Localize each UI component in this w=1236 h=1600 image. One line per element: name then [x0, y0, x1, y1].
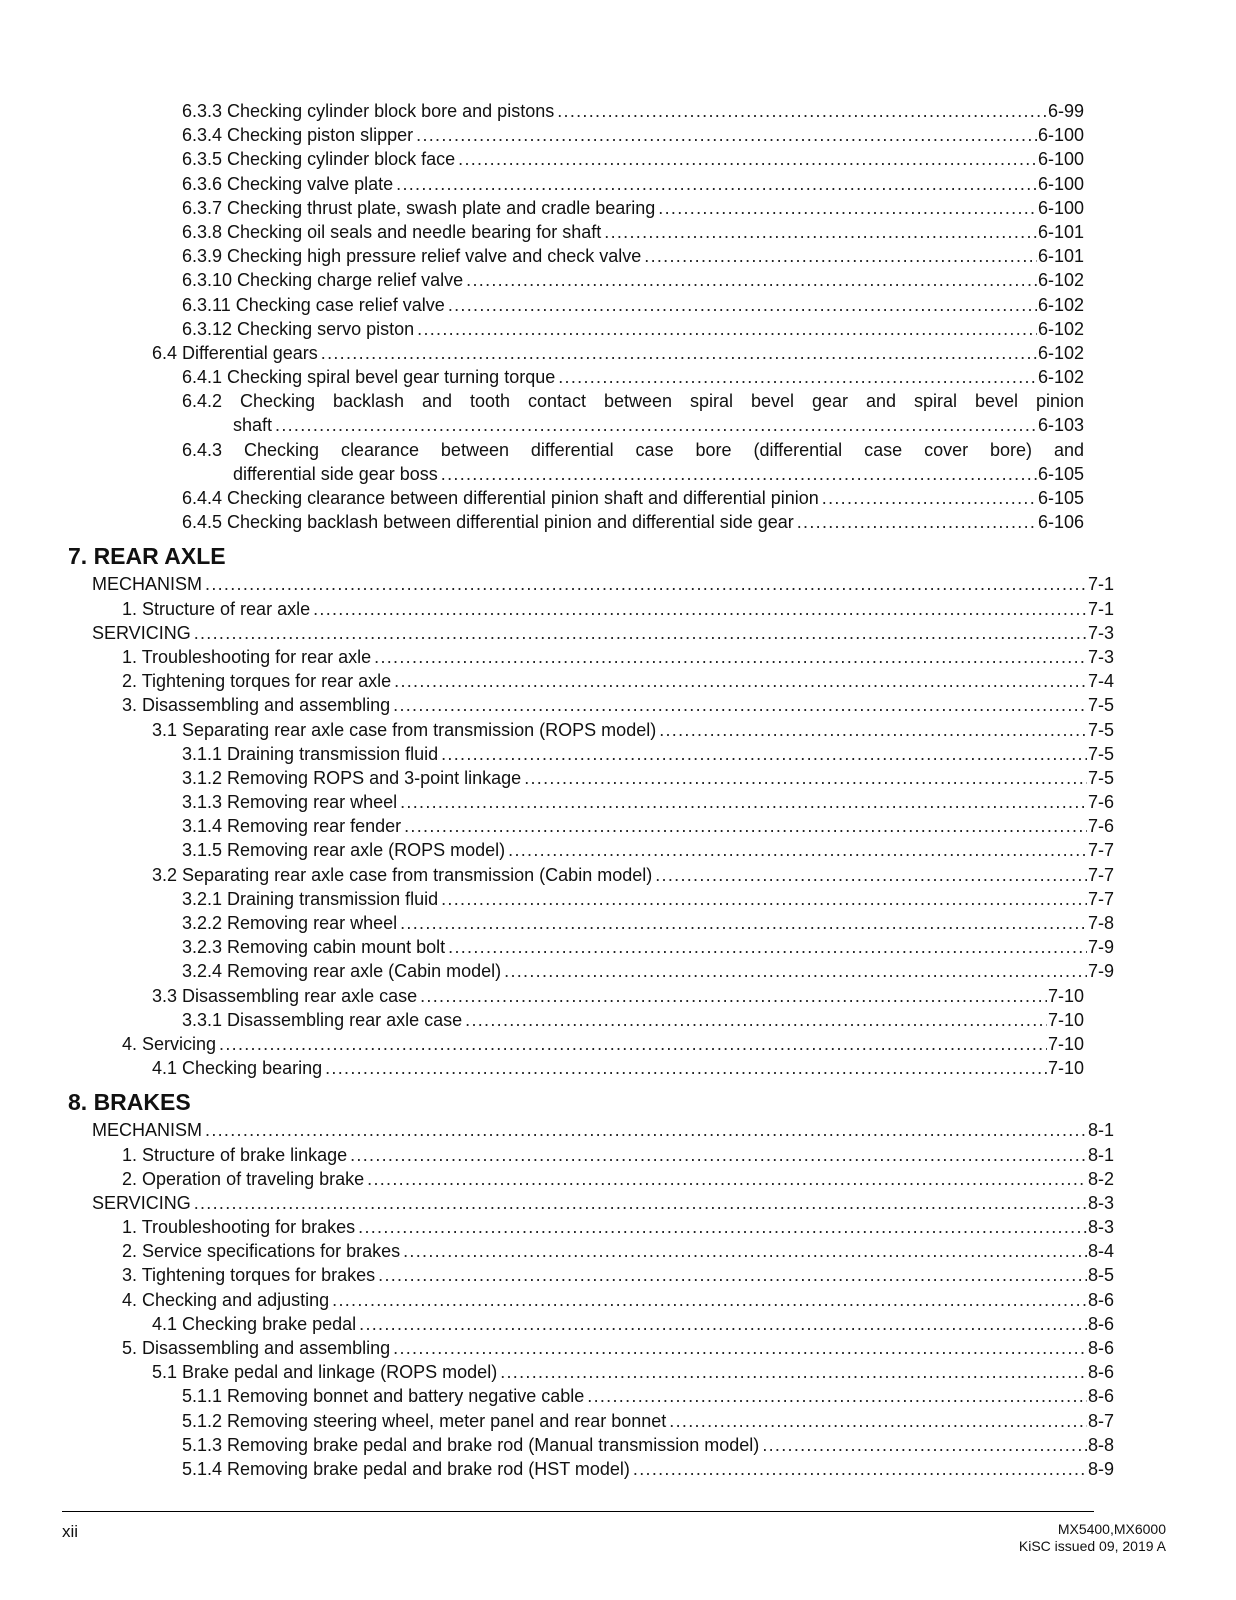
- toc-entry-page: 8-7: [1087, 1410, 1114, 1431]
- toc-entry-continuation: [0, 462, 1236, 486]
- toc-entry: [0, 718, 1236, 742]
- toc-leader-dots: [466, 268, 1037, 292]
- toc-entry: [0, 1288, 1236, 1312]
- toc-leader-dots: [417, 317, 1037, 341]
- toc-entry: [0, 196, 1236, 220]
- toc-entry: [0, 1360, 1236, 1384]
- toc-entry-title: 6.3.10 Checking charge relief valve: [182, 268, 466, 292]
- toc-entry-line: [182, 486, 1084, 510]
- toc-entry-line: [182, 172, 1084, 196]
- toc-entry: [0, 572, 1236, 596]
- toc-entry-page: 8-6: [1087, 1362, 1114, 1383]
- toc-entry-title: 6.4.1 Checking spiral bevel gear turning torque: [182, 365, 558, 389]
- toc-entry-title: 3.2.2 Removing rear wheel: [182, 911, 400, 935]
- toc-entry: [0, 1433, 1236, 1457]
- toc-entry-line: [182, 742, 1114, 766]
- toc-leader-dots: [194, 1191, 1087, 1215]
- toc-entry-line: [122, 693, 1114, 717]
- toc-entry-line: [182, 935, 1114, 959]
- toc-entry-page: 8-1: [1087, 1144, 1114, 1165]
- toc-entry: [0, 911, 1236, 935]
- toc-entry-continuation: [0, 413, 1236, 437]
- toc-entry-title: 6.3.7 Checking thrust plate, swash plate and cradle bearing: [182, 196, 658, 220]
- toc-entry-title: 3.2.3 Removing cabin mount bolt: [182, 935, 448, 959]
- toc-entry-page: 7-3: [1087, 646, 1114, 667]
- toc-entry-line: [182, 317, 1084, 341]
- toc-entry: [0, 645, 1236, 669]
- toc-entry-page: 8-6: [1087, 1313, 1114, 1334]
- toc-entry: [0, 341, 1236, 365]
- toc-entry-page: 7-7: [1087, 840, 1114, 861]
- toc-entry-line: [182, 814, 1114, 838]
- toc-entry: [0, 1008, 1236, 1032]
- toc-leader-dots: [558, 365, 1037, 389]
- toc-entry-line: [122, 1215, 1114, 1239]
- toc-entry: [0, 1239, 1236, 1263]
- toc-entry-title: 5.1.4 Removing brake pedal and brake rod (HST model): [182, 1457, 633, 1481]
- toc-leader-dots: [658, 196, 1037, 220]
- toc-leader-dots: [500, 1360, 1087, 1384]
- toc-entry-page: 6-105: [1037, 488, 1084, 508]
- toc-entry-page: 7-9: [1087, 961, 1114, 982]
- toc-entry-title: 1. Troubleshooting for rear axle: [122, 645, 374, 669]
- page-number: xii: [62, 1522, 79, 1541]
- toc-entry-line: [182, 510, 1084, 534]
- chapter-7-title: 7. REAR AXLE: [68, 543, 226, 570]
- toc-entry-page: 6-103: [1037, 415, 1084, 436]
- toc-leader-dots: [557, 99, 1047, 123]
- toc-entry-page: 8-5: [1087, 1265, 1114, 1286]
- toc-leader-dots: [508, 838, 1087, 862]
- toc-entry-line: [182, 220, 1084, 244]
- toc-entry-title: SERVICING: [92, 1191, 194, 1215]
- toc-entry-page: 7-1: [1087, 598, 1114, 619]
- toc-entry-title: 5.1.2 Removing steering wheel, meter panel and rear bonnet: [182, 1409, 669, 1433]
- toc-entry: [0, 244, 1236, 268]
- toc-entry-line: [122, 1263, 1114, 1287]
- toc-entry: [0, 1312, 1236, 1336]
- toc-entry-line: [152, 1360, 1114, 1384]
- toc-entry-page: 7-4: [1087, 671, 1114, 692]
- toc-entry: [0, 935, 1236, 959]
- toc-entry-page: 7-7: [1087, 888, 1114, 909]
- toc-entry-title: 3.2.4 Removing rear axle (Cabin model): [182, 959, 504, 983]
- toc-entry-line: [182, 838, 1114, 862]
- toc-leader-dots: [604, 220, 1037, 244]
- toc-entry-title: 3.3.1 Disassembling rear axle case: [182, 1008, 465, 1032]
- toc-leader-dots: [524, 766, 1087, 790]
- toc-entry-title: 6.3.9 Checking high pressure relief valve and check valve: [182, 244, 644, 268]
- toc-entry-page: 8-8: [1087, 1434, 1114, 1455]
- toc-entry: [0, 99, 1236, 123]
- toc-entry-line: [92, 621, 1114, 645]
- toc-entry: [0, 220, 1236, 244]
- footer-info: [1019, 1521, 1166, 1555]
- model-label: MX5400,MX6000: [1057, 1521, 1166, 1537]
- toc-entry-line: [182, 244, 1084, 268]
- toc-leader-dots: [633, 1457, 1087, 1481]
- toc-entry: [0, 268, 1236, 292]
- toc-entry: [0, 959, 1236, 983]
- toc-leader-dots: [350, 1143, 1087, 1167]
- toc-entry-page: 6-100: [1037, 149, 1084, 170]
- toc-entry-page: 6-100: [1037, 173, 1084, 194]
- toc-leader-dots: [332, 1288, 1087, 1312]
- toc-entry-title: 3. Disassembling and assembling: [122, 693, 393, 717]
- toc-entry-page: 8-2: [1087, 1168, 1114, 1189]
- toc-leader-dots: [448, 293, 1037, 317]
- toc-entry-line: [182, 268, 1084, 292]
- toc-leader-dots: [393, 1336, 1087, 1360]
- toc-entry-line: [152, 341, 1084, 365]
- toc-leader-dots: [465, 1008, 1047, 1032]
- toc-leader-dots: [205, 1118, 1087, 1142]
- toc-leader-dots: [378, 1263, 1087, 1287]
- toc-leader-dots: [404, 814, 1087, 838]
- toc-entry-line: [182, 959, 1114, 983]
- toc-entry-line: [152, 718, 1114, 742]
- toc-entry-line: [122, 1239, 1114, 1263]
- toc-entry-title: 6.3.11 Checking case relief valve: [182, 293, 448, 317]
- toc-entry: [0, 1263, 1236, 1287]
- toc-entry: [0, 365, 1236, 389]
- toc-entry: [0, 1384, 1236, 1408]
- toc-entry-page: 7-10: [1047, 1009, 1084, 1030]
- toc-entry-page: 7-5: [1087, 767, 1114, 788]
- toc-entry-title: 5.1 Brake pedal and linkage (ROPS model): [152, 1360, 500, 1384]
- toc-entry-page: 6-106: [1037, 512, 1084, 533]
- toc-entry-line: [92, 572, 1114, 596]
- toc-entry-title: 6.4.4 Checking clearance between differential pinion shaft and differential pinion: [182, 486, 822, 510]
- toc-entry-title: 5. Disassembling and assembling: [122, 1336, 393, 1360]
- toc-entry-line: [92, 1118, 1114, 1142]
- toc-leader-dots: [420, 984, 1047, 1008]
- toc-entry-page: 6-102: [1037, 318, 1084, 339]
- toc-entry-wrapped-line: [0, 389, 1236, 413]
- toc-entry-line: [182, 766, 1114, 790]
- toc-leader-dots: [441, 742, 1087, 766]
- toc-entry-title: MECHANISM: [92, 1118, 205, 1142]
- toc-entry-page: 7-6: [1087, 792, 1114, 813]
- toc-entry-title: 6.4.2 Checking backlash and tooth contact between spiral bevel gear and spiral bevel pinion: [182, 391, 1084, 412]
- toc-entry: [0, 147, 1236, 171]
- section-6-continued: [0, 99, 1236, 389]
- toc-leader-dots: [374, 645, 1087, 669]
- toc-leader-dots: [367, 1167, 1087, 1191]
- toc-entry-page: 7-9: [1087, 937, 1114, 958]
- toc-entry-title: 3.1.3 Removing rear wheel: [182, 790, 400, 814]
- toc-entry: [0, 1167, 1236, 1191]
- toc-entry: [0, 123, 1236, 147]
- toc-leader-dots: [669, 1409, 1087, 1433]
- toc-entry-page: 7-10: [1047, 1058, 1084, 1079]
- toc-leader-dots: [194, 621, 1087, 645]
- toc-entry: [0, 1336, 1236, 1360]
- toc-leader-dots: [325, 1056, 1047, 1080]
- toc-leader-dots: [797, 510, 1037, 534]
- toc-entry: [0, 742, 1236, 766]
- toc-entry-page: 6-102: [1037, 294, 1084, 315]
- toc-entry-title: 6.4 Differential gears: [152, 341, 321, 365]
- toc-leader-dots: [359, 1312, 1087, 1336]
- toc-leader-dots: [441, 887, 1087, 911]
- toc-entry: [0, 317, 1236, 341]
- toc-entry-line: [182, 123, 1084, 147]
- toc-leader-dots: [205, 572, 1087, 596]
- toc-entry-title: 3.2.1 Draining transmission fluid: [182, 887, 441, 911]
- toc-entry: [0, 887, 1236, 911]
- toc-entry-line: [152, 863, 1114, 887]
- section-6-multiline-entries: [0, 389, 1236, 486]
- chapter-8-title: 8. BRAKES: [68, 1089, 191, 1116]
- toc-entry-page: 7-5: [1087, 719, 1114, 740]
- toc-entry: [0, 1118, 1236, 1142]
- toc-entry-line: [122, 1336, 1114, 1360]
- toc-leader-dots: [400, 790, 1087, 814]
- toc-entry-page: 7-1: [1087, 574, 1114, 595]
- toc-entry-title: SERVICING: [92, 621, 194, 645]
- toc-entry-line: [122, 669, 1114, 693]
- toc-entry: [0, 621, 1236, 645]
- chapter-7-entries: [0, 572, 1236, 1080]
- toc-entry-line: [233, 462, 1084, 486]
- toc-entry: [0, 597, 1236, 621]
- toc-entry-line: [182, 99, 1084, 123]
- toc-entry-line: [152, 1056, 1084, 1080]
- toc-entry: [0, 1215, 1236, 1239]
- toc-entry: [0, 293, 1236, 317]
- toc-leader-dots: [321, 341, 1037, 365]
- toc-entry-title: 2. Tightening torques for rear axle: [122, 669, 394, 693]
- toc-entry-title: 6.3.8 Checking oil seals and needle bearing for shaft: [182, 220, 604, 244]
- toc-entry-line: [122, 1143, 1114, 1167]
- toc-entry-title: 6.4.5 Checking backlash between differential pinion and differential side gear: [182, 510, 797, 534]
- toc-entry-page: 8-6: [1087, 1289, 1114, 1310]
- toc-leader-dots: [441, 462, 1037, 486]
- toc-leader-dots: [504, 959, 1087, 983]
- toc-entry-wrapped-line: [0, 438, 1236, 462]
- toc-entry-page: 7-8: [1087, 913, 1114, 933]
- toc-entry: [0, 172, 1236, 196]
- toc-entry-title: 6.3.5 Checking cylinder block face: [182, 147, 458, 171]
- toc-entry-page: 6-101: [1037, 246, 1084, 267]
- toc-entry-page: 7-5: [1087, 695, 1114, 716]
- toc-entry-line: [182, 1457, 1114, 1481]
- toc-entry-page: 7-5: [1087, 743, 1114, 764]
- footer-divider: [62, 1511, 1094, 1512]
- toc-entry-line: [182, 911, 1114, 935]
- toc-entry-line: [122, 1167, 1114, 1191]
- toc-entry-page: 8-3: [1087, 1192, 1114, 1213]
- toc-entry-title: 1. Structure of brake linkage: [122, 1143, 350, 1167]
- toc-entry-page: 6-102: [1037, 367, 1084, 388]
- toc-entry-line: [122, 597, 1114, 621]
- toc-entry: [0, 1409, 1236, 1433]
- toc-entry-page: 8-6: [1087, 1386, 1114, 1407]
- toc-entry: [0, 1143, 1236, 1167]
- toc-entry-title: 3.1.4 Removing rear fender: [182, 814, 404, 838]
- toc-entry-page: 7-10: [1047, 985, 1084, 1006]
- toc-leader-dots: [403, 1239, 1087, 1263]
- toc-entry: [0, 486, 1236, 510]
- toc-entry-line: [182, 1409, 1114, 1433]
- chapter-8-entries: [0, 1118, 1236, 1481]
- toc-entry-title: 4.1 Checking brake pedal: [152, 1312, 359, 1336]
- toc-entry: [0, 693, 1236, 717]
- toc-entry-title: 2. Operation of traveling brake: [122, 1167, 367, 1191]
- toc-entry-line: [182, 790, 1114, 814]
- toc-entry-title: 6.3.3 Checking cylinder block bore and pistons: [182, 99, 557, 123]
- toc-entry-page: 6-101: [1037, 221, 1084, 242]
- toc-entry-page: 7-3: [1087, 622, 1114, 643]
- toc-entry-title: differential side gear boss: [233, 462, 441, 486]
- toc-leader-dots: [659, 718, 1087, 742]
- section-6-tail-entries: [0, 486, 1236, 534]
- toc-leader-dots: [644, 244, 1037, 268]
- toc-entry-line: [122, 1288, 1114, 1312]
- toc-entry-line: [182, 147, 1084, 171]
- toc-entry-title: shaft: [233, 413, 275, 437]
- toc-entry-title: 3.1.5 Removing rear axle (ROPS model): [182, 838, 508, 862]
- toc-leader-dots: [416, 123, 1037, 147]
- toc-leader-dots: [394, 669, 1087, 693]
- toc-entry-title: 3.2 Separating rear axle case from transmission (Cabin model): [152, 863, 655, 887]
- toc-entry: [0, 669, 1236, 693]
- toc-entry-title: 6.3.6 Checking valve plate: [182, 172, 396, 196]
- toc-leader-dots: [587, 1384, 1087, 1408]
- toc-entry-line: [182, 1384, 1114, 1408]
- table-of-contents: [0, 99, 1236, 1481]
- toc-entry: [0, 766, 1236, 790]
- toc-entry-title: 5.1.1 Removing bonnet and battery negative cable: [182, 1384, 587, 1408]
- toc-entry-page: 8-1: [1087, 1120, 1114, 1141]
- toc-entry-title: 3.3 Disassembling rear axle case: [152, 984, 420, 1008]
- issue-label: KiSC issued 09, 2019 A: [1018, 1538, 1166, 1554]
- toc-entry: [0, 863, 1236, 887]
- toc-entry-line: [233, 413, 1084, 437]
- toc-entry-title: 2. Service specifications for brakes: [122, 1239, 403, 1263]
- toc-entry: [0, 790, 1236, 814]
- toc-leader-dots: [275, 413, 1037, 437]
- toc-entry: [0, 510, 1236, 534]
- toc-leader-dots: [358, 1215, 1087, 1239]
- toc-entry-page: 6-100: [1037, 197, 1084, 218]
- toc-entry-page: 6-102: [1037, 270, 1084, 291]
- toc-entry: [0, 814, 1236, 838]
- toc-entry-title: 1. Structure of rear axle: [122, 597, 313, 621]
- toc-leader-dots: [822, 486, 1037, 510]
- toc-entry-line: [122, 1032, 1084, 1056]
- toc-entry: [0, 1457, 1236, 1481]
- toc-entry-title: 3.1.1 Draining transmission fluid: [182, 742, 441, 766]
- toc-entry-title: 3. Tightening torques for brakes: [122, 1263, 378, 1287]
- toc-entry: [0, 1056, 1236, 1080]
- toc-leader-dots: [313, 597, 1087, 621]
- toc-entry-page: 6-102: [1037, 342, 1084, 363]
- toc-leader-dots: [458, 147, 1037, 171]
- toc-entry: [0, 984, 1236, 1008]
- toc-entry-page: 7-10: [1047, 1033, 1084, 1054]
- toc-entry-title: 4. Checking and adjusting: [122, 1288, 332, 1312]
- toc-entry-line: [182, 887, 1114, 911]
- toc-entry-line: [122, 645, 1114, 669]
- toc-entry: [0, 838, 1236, 862]
- toc-leader-dots: [655, 863, 1087, 887]
- toc-entry-page: 8-4: [1087, 1241, 1114, 1262]
- toc-entry-page: 6-99: [1047, 101, 1084, 121]
- toc-entry-title: 1. Troubleshooting for brakes: [122, 1215, 358, 1239]
- toc-entry-page: 8-9: [1087, 1458, 1114, 1479]
- toc-entry-line: [182, 365, 1084, 389]
- toc-entry-line: [152, 1312, 1114, 1336]
- toc-entry-title: 3.1 Separating rear axle case from transmission (ROPS model): [152, 718, 659, 742]
- toc-entry-line: [152, 984, 1084, 1008]
- toc-entry-title: 5.1.3 Removing brake pedal and brake rod (Manual transmission model): [182, 1433, 762, 1457]
- toc-entry-page: 8-6: [1087, 1338, 1114, 1358]
- toc-entry-line: [182, 293, 1084, 317]
- toc-leader-dots: [448, 935, 1087, 959]
- toc-entry-title: 3.1.2 Removing ROPS and 3-point linkage: [182, 766, 524, 790]
- toc-entry-line: [182, 1433, 1114, 1457]
- toc-entry-page: 7-7: [1087, 864, 1114, 885]
- toc-entry-line: [182, 1008, 1084, 1032]
- toc-entry: [0, 1191, 1236, 1215]
- toc-leader-dots: [762, 1433, 1087, 1457]
- toc-leader-dots: [393, 693, 1087, 717]
- toc-entry-title: 6.4.3 Checking clearance between differential case bore (differential case cover bore) and: [182, 439, 1084, 460]
- toc-entry-page: 7-6: [1087, 816, 1114, 837]
- toc-entry-title: 6.3.12 Checking servo piston: [182, 317, 417, 341]
- toc-leader-dots: [396, 172, 1037, 196]
- toc-entry-page: 6-105: [1037, 463, 1084, 484]
- toc-entry-line: [92, 1191, 1114, 1215]
- toc-entry-line: [182, 196, 1084, 220]
- toc-entry: [0, 1032, 1236, 1056]
- toc-leader-dots: [219, 1032, 1047, 1056]
- toc-entry-title: MECHANISM: [92, 572, 205, 596]
- toc-entry-title: 4.1 Checking bearing: [152, 1056, 325, 1080]
- toc-entry-title: 6.3.4 Checking piston slipper: [182, 123, 416, 147]
- toc-entry-title: 4. Servicing: [122, 1032, 219, 1056]
- toc-entry-page: 6-100: [1037, 125, 1084, 146]
- toc-leader-dots: [400, 911, 1087, 935]
- toc-entry-page: 8-3: [1087, 1217, 1114, 1238]
